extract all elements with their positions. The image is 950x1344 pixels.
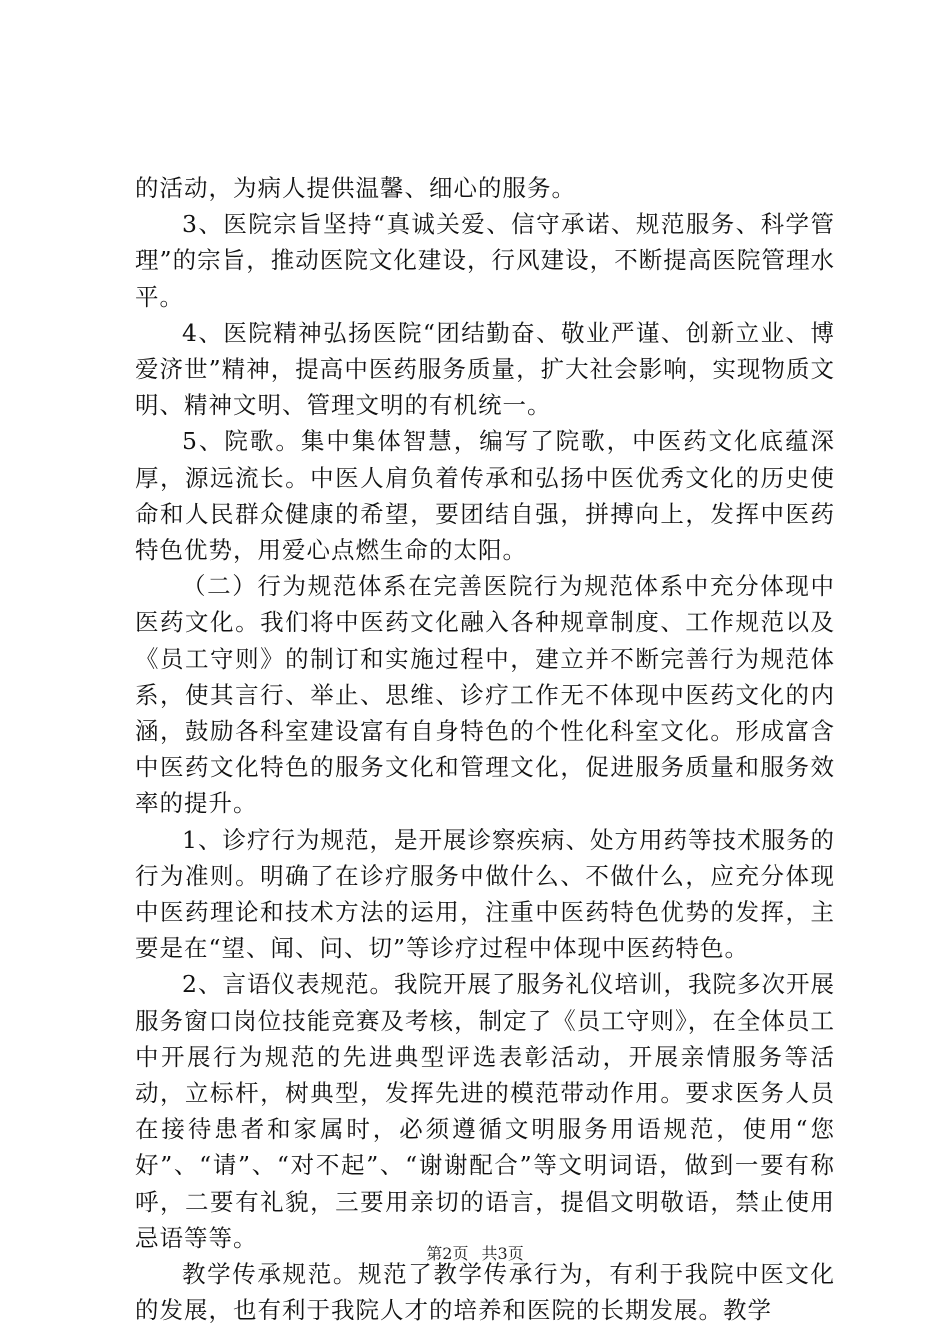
paragraph-hospital-spirit: 4、医院精神弘扬医院“团结勤奋、敬业严谨、创新立业、博爱济世”精神，提高中医药服务质量，扩大社会影响，实现物质文明、精神文明、管理文明的有机统一。 — [135, 318, 835, 420]
page-total: 共3页 — [481, 1244, 524, 1263]
paragraph-behavior-norms: （二）行为规范体系在完善医院行为规范体系中充分体现中医药文化。我们将中医药文化融入各种规章制度、工作规范以及《员工守则》的制订和实施过程中，建立并不断完善行为规范体系，使其言行、举止、思维、诊疗工作无不体现中医药文化的内涵，鼓励各科室建设富有自身特色的个性化科室文化。形成富含中医药文化特色的服务文化和管理文化，促进服务质量和服务效率的提升。 — [135, 572, 835, 818]
paragraph-diagnosis-norms: 1、诊疗行为规范，是开展诊察疾病、处方用药等技术服务的行为准则。明确了在诊疗服务中做什么、不做什么，应充分体现中医药理论和技术方法的运用，注重中医药特色优势的发挥，主要是在“望、闻、问、切”等诊疗过程中体现中医药特色。 — [135, 825, 835, 963]
paragraph-continuation: 的活动，为病人提供温馨、细心的服务。 — [135, 174, 576, 202]
paragraph-hospital-song: 5、院歌。集中集体智慧，编写了院歌，中医药文化底蕴深厚，源远流长。中医人肩负着传承和弘扬中医优秀文化的历史使命和人民群众健康的希望，要团结自强，拼搏向上，发挥中医药特色优势，用爱心点燃生命的太阳。 — [135, 427, 835, 565]
paragraph-speech-norms: 2、言语仪表规范。我院开展了服务礼仪培训，我院多次开展服务窗口岗位技能竞赛及考核，制定了《员工守则》，在全体员工中开展行为规范的先进典型评选表彰活动，开展亲情服务等活动，立标杆，树典型，发挥先进的模范带动作用。要求医务人员在接待患者和家属时，必须遵循文明服务用语规范，使用“您好”、“请”、“对不起”、“谢谢配合”等文明词语，做到一要有称呼，二要有礼貌，三要用亲切的语言，提倡文明敬语，禁止使用忌语等等。 — [135, 970, 835, 1252]
page-number: 第2页 — [426, 1244, 469, 1263]
paragraph-teaching-norms: 教学传承规范。规范了教学传承行为，有利于我院中医文化的发展，也有利于我院人才的培养和医院的长期发展。教学 — [135, 1260, 835, 1325]
document-body — [135, 170, 835, 1329]
paragraph-hospital-purpose: 3、医院宗旨坚持“真诚关爱、信守承诺、规范服务、科学管理”的宗旨，推动医院文化建设，行风建设，不断提高医院管理水平。 — [135, 210, 835, 311]
page-footer — [0, 1244, 950, 1264]
